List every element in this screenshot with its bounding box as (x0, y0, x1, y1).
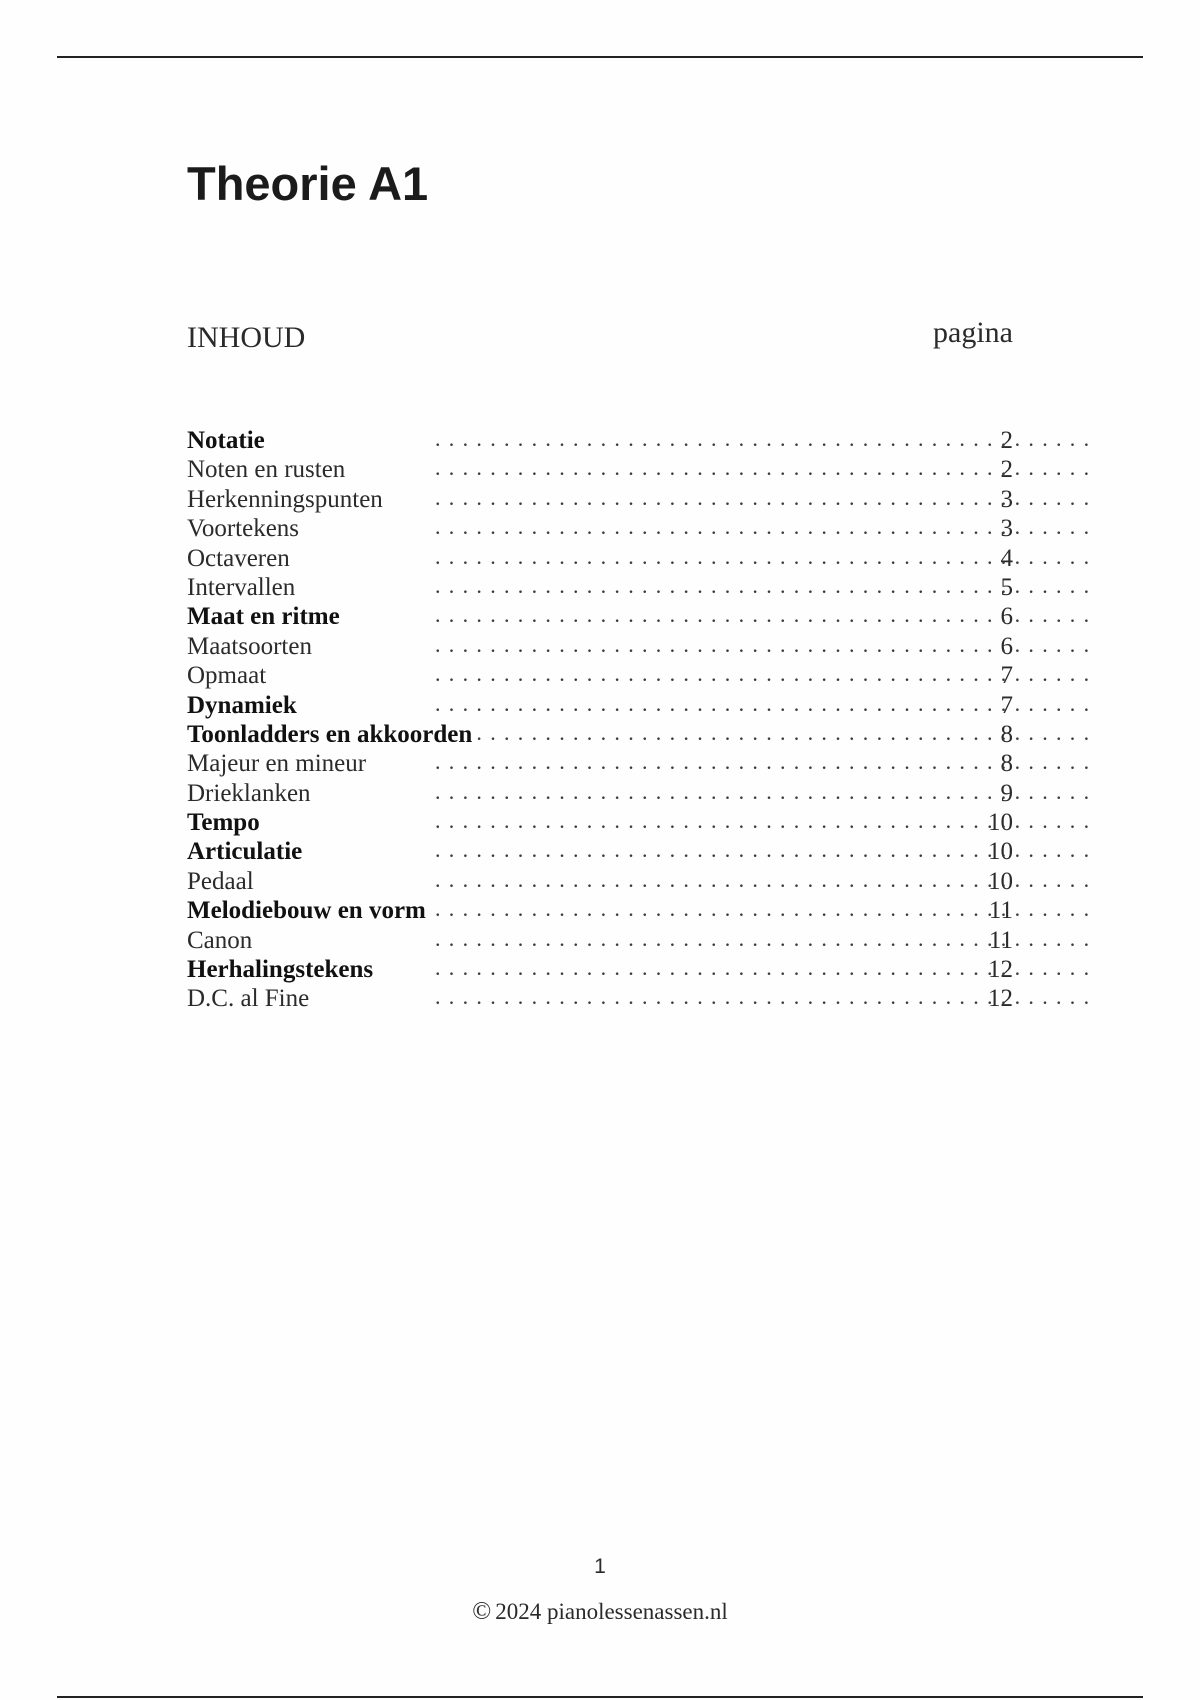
toc-entry (187, 867, 1013, 896)
toc-entry-label: Herhalingstekens (187, 955, 377, 984)
toc-entry-page: 3 (1000, 485, 1013, 513)
toc-entry (187, 808, 1013, 837)
toc-entry-page: 2 (1000, 427, 1013, 454)
footer (0, 1598, 1200, 1626)
toc-entry (187, 602, 1013, 631)
toc-leader-dots (435, 806, 1095, 835)
toc-entry (187, 691, 1013, 720)
toc-entry-page: 11 (988, 897, 1013, 925)
toc-leader-dots (435, 483, 1095, 512)
toc-leader-dots (435, 512, 1095, 541)
toc-entry-page: 5 (1000, 573, 1013, 601)
toc-leader-dots (435, 747, 1095, 776)
bottom-rule (57, 1696, 1143, 1698)
toc-entry-page: 11 (988, 926, 1013, 954)
toc-heading: INHOUD (187, 321, 306, 354)
toc-entry-page: 10 (988, 809, 1013, 837)
toc-entry-label: Drieklanken (187, 779, 315, 808)
toc-leader-dots (435, 424, 1095, 453)
toc-entry-label: Pedaal (187, 867, 258, 896)
toc-entry-page: 10 (988, 867, 1013, 895)
toc-entry-page: 10 (988, 838, 1013, 866)
toc-entry-label: Opmaat (187, 661, 270, 690)
toc-entry-page: 2 (1000, 456, 1013, 484)
toc-entry-page: 12 (988, 956, 1013, 984)
toc-entry-page: 3 (1000, 515, 1013, 543)
toc-entry-page: 8 (1000, 720, 1013, 748)
toc-leader-dots (435, 571, 1095, 600)
toc-entry-label: Dynamiek (187, 691, 301, 720)
toc-leader-dots (435, 600, 1095, 629)
document-title: Theorie A1 (187, 157, 429, 210)
toc-leader-dots (435, 659, 1095, 688)
toc-entry-page: 9 (1000, 779, 1013, 807)
toc-entry-label: Notatie (187, 426, 269, 455)
toc-leader-dots (435, 865, 1095, 894)
toc-entry-label: Toonladders en akkoorden (187, 720, 476, 749)
toc-leader-dots (435, 453, 1095, 482)
toc-entry (187, 837, 1013, 866)
toc-leader-dots (435, 982, 1095, 1011)
page-column-heading: pagina (933, 316, 1013, 349)
toc-entry-label: Canon (187, 926, 256, 955)
table-of-contents (187, 426, 1013, 1014)
toc-entry-page: 7 (1000, 691, 1013, 719)
toc-entry (187, 749, 1013, 778)
toc-entry-label: Herkenningspunten (187, 485, 387, 514)
toc-entry-label: Noten en rusten (187, 455, 349, 484)
toc-entry-label: Maat en ritme (187, 602, 344, 631)
toc-entry-label: Maatsoorten (187, 632, 316, 661)
toc-entry (187, 984, 1013, 1013)
copyright-icon: © (472, 1598, 492, 1625)
toc-entry (187, 955, 1013, 984)
toc-entry-page: 4 (1000, 544, 1013, 572)
toc-entry (187, 573, 1013, 602)
toc-entry-label: Intervallen (187, 573, 299, 602)
toc-entry-page: 6 (1000, 603, 1013, 631)
toc-entry-label: D.C. al Fine (187, 984, 313, 1013)
toc-entry (187, 926, 1013, 955)
toc-entry (187, 485, 1013, 514)
toc-leader-dots (435, 953, 1095, 982)
toc-entry-label: Majeur en mineur (187, 749, 370, 778)
toc-entry (187, 514, 1013, 543)
toc-entry-label: Octaveren (187, 544, 294, 573)
toc-leader-dots (435, 777, 1095, 806)
toc-entry (187, 896, 1013, 925)
toc-entry-page: 8 (1000, 750, 1013, 778)
toc-leader-dots (435, 542, 1095, 571)
toc-entry (187, 661, 1013, 690)
toc-entry (187, 632, 1013, 661)
toc-entry-label: Voortekens (187, 514, 303, 543)
toc-entry-label: Melodiebouw en vorm (187, 896, 430, 925)
toc-entry (187, 720, 1013, 749)
toc-entry-page: 12 (988, 985, 1013, 1013)
top-rule (57, 56, 1143, 58)
toc-entry (187, 426, 1013, 455)
toc-entry-page: 7 (1000, 662, 1013, 690)
toc-entry-page: 6 (1000, 632, 1013, 660)
footer-text: 2024 pianolessenassen.nl (495, 1599, 728, 1624)
toc-entry-label: Articulatie (187, 837, 306, 866)
toc-entry (187, 455, 1013, 484)
toc-entry-label: Tempo (187, 808, 264, 837)
page-number: 1 (594, 1555, 606, 1578)
toc-leader-dots (435, 689, 1095, 718)
toc-leader-dots (435, 924, 1095, 953)
toc-leader-dots (435, 894, 1095, 923)
toc-leader-dots (435, 835, 1095, 864)
toc-leader-dots (435, 718, 1095, 747)
toc-leader-dots (435, 630, 1095, 659)
toc-entry (187, 779, 1013, 808)
toc-entry (187, 544, 1013, 573)
